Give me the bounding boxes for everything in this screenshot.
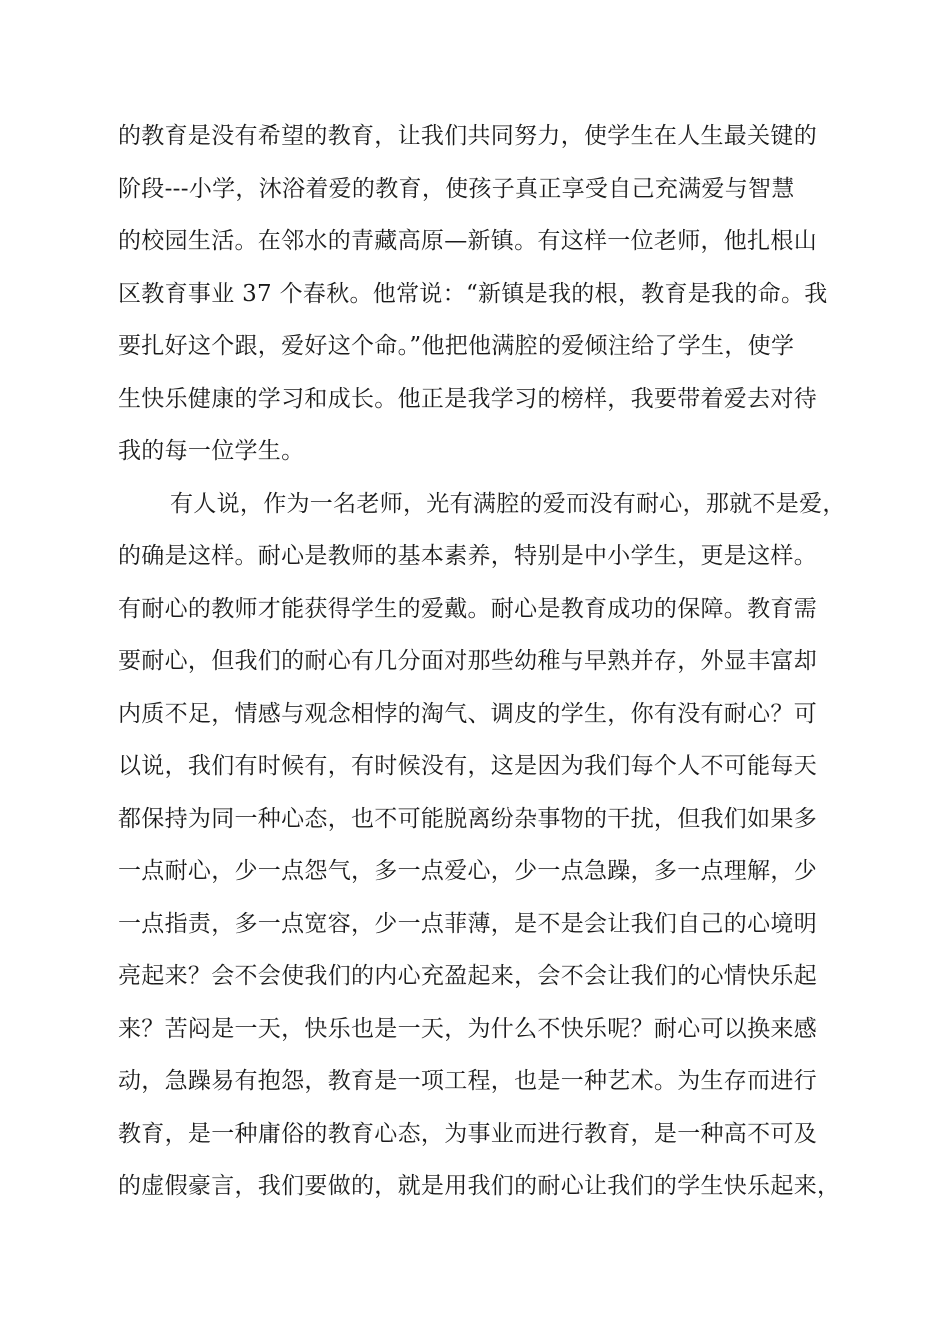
text-line: 都保持为同一种心态，也不可能脱离纷杂事物的干扰，但我们如果多 [118,805,817,832]
text-line: 内质不足，情感与观念相悖的淘气、调皮的学生，你有没有耐心？可 [118,700,817,727]
text-line: 以说，我们有时候有，有时候没有，这是因为我们每个人不可能每天 [118,753,817,779]
text-line: 要扎好这个跟，爱好这个命。”他把他满腔的爱倾注给了学生，使学 [118,333,795,359]
text-line: 亮起来？会不会使我们的内心充盈起来，会不会让我们的心情快乐起 [118,963,817,989]
text-line: 有耐心的教师才能获得学生的爱戴。耐心是教育成功的保障。教育需 [118,595,817,622]
text-line: 阶段---小学，沐浴着爱的教育，使孩子真正享受自己充满爱与智慧 [118,175,795,202]
text-line: 动，急躁易有抱怨，教育是一项工程，也是一种艺术。为生存而进行 [118,1068,817,1094]
text-line: 的虚假豪言，我们要做的，就是用我们的耐心让我们的学生快乐起来， [118,1173,841,1199]
text-line: 来？苦闷是一天，快乐也是一天，为什么不快乐呢？耐心可以换来感 [118,1015,817,1042]
paragraph-first-line: 有人说，作为一名老师，光有满腔的爱而没有耐心，那就不是爱， [170,490,846,517]
text-line: 的教育是没有希望的教育，让我们共同努力，使学生在人生最关键的 [118,123,817,149]
text-line: 区教育事业 37 个春秋。他常说：“新镇是我的根，教育是我的命。我 [118,280,828,307]
text-line: 的校园生活。在邻水的青藏高原—新镇。有这样一位老师，他扎根山 [118,228,817,254]
text-line: 一点指责，多一点宽容，少一点菲薄，是不是会让我们自己的心境明 [118,910,817,937]
text-line: 教育，是一种庸俗的教育心态，为事业而进行教育，是一种高不可及 [118,1120,817,1147]
text-line: 我的每一位学生。 [118,438,305,464]
text-line: 生快乐健康的学习和成长。他正是我学习的榜样，我要带着爱去对待 [118,385,817,412]
body-text [118,110,858,1213]
text-line: 的确是这样。耐心是教师的基本素养，特别是中小学生，更是这样。 [118,543,817,569]
text-line: 一点耐心，少一点怨气，多一点爱心，少一点急躁，多一点理解，少 [118,858,817,884]
text-line: 要耐心，但我们的耐心有几分面对那些幼稚与早熟并存，外显丰富却 [118,648,817,674]
